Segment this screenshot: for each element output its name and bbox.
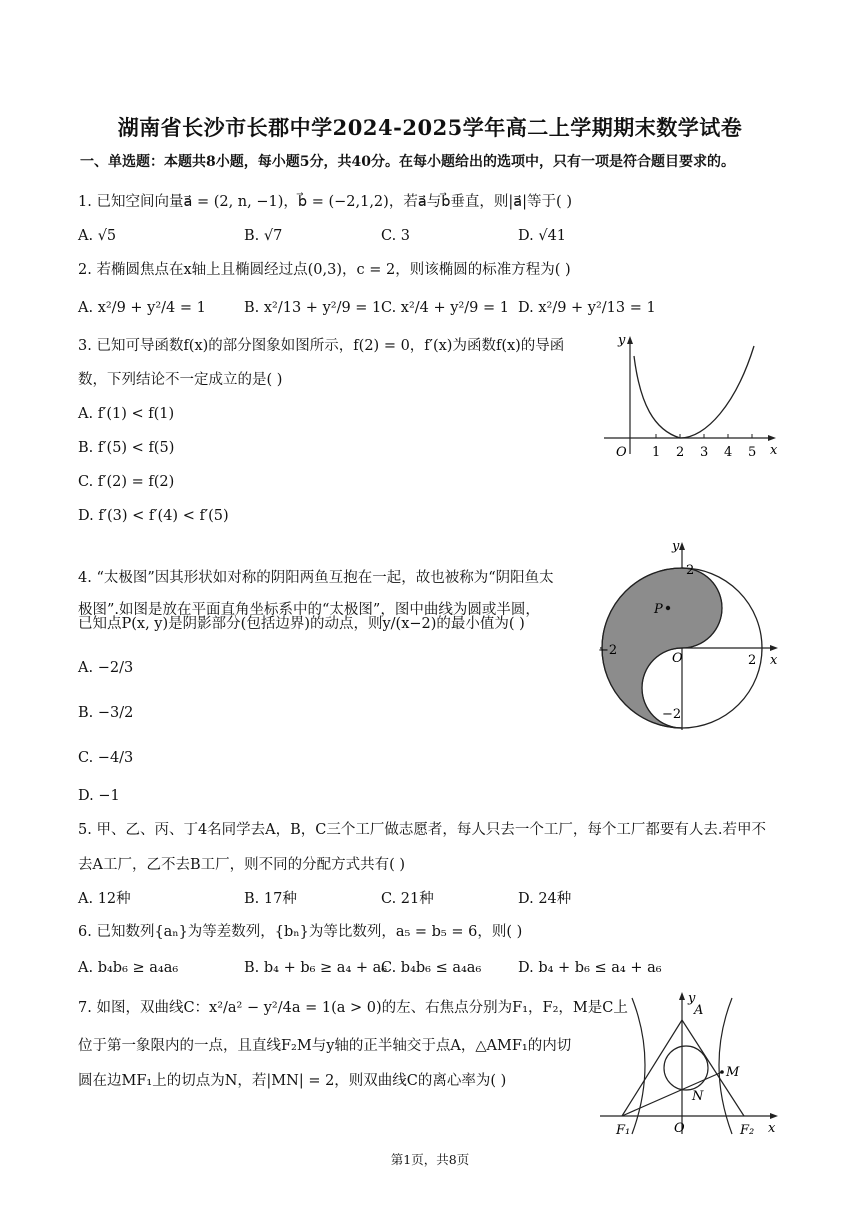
question-3-option-a: A. f′(1) < f(1): [78, 406, 175, 422]
question-2-stem: 2. 若椭圆焦点在x轴上且椭圆经过点(0,3)，c = 2，则该椭圆的标准方程为( ): [78, 262, 571, 278]
q7-label-n: N: [692, 1089, 704, 1104]
question-1-option-d: D. √41: [518, 228, 567, 244]
q4-right-label: 2: [748, 653, 757, 668]
question-6-option-d: D. b₄ + b₆ ≤ a₄ + a₆: [518, 960, 662, 976]
question-7-graph: [596, 988, 786, 1138]
page-title: 湖南省长沙市长郡中学2024-2025学年高二上学期期末数学试卷: [117, 115, 743, 140]
question-4-graph: [596, 538, 786, 734]
q3-tick-3: 3: [700, 445, 709, 460]
question-4-option-c: C. −4/3: [78, 750, 134, 766]
q7-label-f2: F₂: [740, 1123, 755, 1138]
question-5-option-c: C. 21种: [381, 891, 434, 907]
question-1-option-b: B. √7: [244, 228, 283, 244]
question-4-option-d: D. −1: [78, 788, 120, 804]
question-4-option-a: A. −2/3: [78, 660, 134, 676]
q3-tick-1: 1: [652, 445, 661, 460]
question-5-stem-line1: 5. 甲、乙、丙、丁4名同学去A，B，C三个工厂做志愿者，每人只去一个工厂，每个工厂都要有人去.若甲不: [78, 822, 766, 838]
question-6-option-b: B. b₄ + b₆ ≥ a₄ + a₆: [244, 960, 388, 976]
q3-origin: O: [616, 445, 627, 460]
q4-y-label: y: [672, 539, 680, 554]
question-3-option-b: B. f′(5) < f(5): [78, 440, 175, 456]
q3-y-label: y: [618, 334, 626, 348]
question-3-stem-line1: 3. 已知可导函数f(x)的部分图象如图所示，f(2) = 0，f′(x)为函数f(x)的导函: [78, 338, 565, 354]
question-5-option-b: B. 17种: [244, 891, 297, 907]
question-5-option-d: D. 24种: [518, 891, 572, 907]
question-4-stem-line1: 4. “太极图”因其形状如对称的阴阳两鱼互抱在一起，故也被称为“阴阳鱼太: [78, 570, 554, 586]
question-3-stem-line2: 数，下列结论不一定成立的是( ): [78, 372, 283, 388]
question-2-option-b: B. x²/13 + y²/9 = 1: [244, 300, 382, 316]
question-1-stem: 1. 已知空间向量a⃗ = (2, n, −1)，b⃗ = (−2,1,2)，若a⃗与b⃗垂直，则|a⃗|等于( ): [78, 194, 572, 210]
q4-bottom-label: −2: [662, 707, 682, 722]
question-4-option-b: B. −3/2: [78, 705, 134, 721]
q4-x-label: x: [770, 653, 778, 668]
question-1-option-a: A. √5: [78, 228, 117, 244]
q3-x-label: x: [770, 443, 778, 458]
q3-tick-4: 4: [724, 445, 733, 460]
question-6-stem: 6. 已知数列{aₙ}为等差数列，{bₙ}为等比数列，a₅ = b₅ = 6，则( ): [78, 924, 523, 940]
question-6-option-a: A. b₄b₆ ≥ a₄a₆: [78, 960, 179, 976]
q4-point-p: P: [654, 602, 663, 617]
question-2-option-d: D. x²/9 + y²/13 = 1: [518, 300, 656, 316]
q3-tick-2: 2: [676, 445, 685, 460]
q7-x-label: x: [768, 1121, 776, 1136]
question-3-option-c: C. f′(2) = f(2): [78, 474, 175, 490]
q7-label-a: A: [694, 1003, 704, 1018]
q7-y-label: y: [688, 991, 696, 1006]
q7-label-m: M: [726, 1065, 740, 1080]
q4-origin: O: [672, 651, 683, 666]
question-7-stem-line2: 位于第一象限内的一点，且直线F₂M与y轴的正半轴交于点A，△AMF₁的内切: [78, 1038, 572, 1054]
question-3-graph: [596, 334, 786, 464]
q7-origin: O: [674, 1121, 685, 1136]
question-1-option-c: C. 3: [381, 228, 411, 244]
question-5-option-a: A. 12种: [78, 891, 131, 907]
question-6-option-c: C. b₄b₆ ≤ a₄a₆: [381, 960, 482, 976]
section-heading: 一、单选题：本题共8小题，每小题5分，共40分。在每小题给出的选项中，只有一项是符合题目要求的。: [80, 154, 735, 170]
page-footer: 第1页，共8页: [390, 1152, 470, 1167]
question-4-stem-line2: 极图”.如图是放在平面直角坐标系中的“太极图”，图中曲线为圆或半圆，: [78, 602, 540, 618]
question-7-stem-line3: 圆在边MF₁上的切点为N，若|MN| = 2，则双曲线C的离心率为( ): [78, 1073, 507, 1089]
question-4-stem-line3: 已知点P(x, y)是阴影部分(包括边界)的动点，则y/(x−2)的最小值为( ): [78, 616, 525, 632]
question-5-stem-line2: 去A工厂，乙不去B工厂，则不同的分配方式共有( ): [78, 857, 406, 873]
q7-label-f1: F₁: [616, 1123, 631, 1138]
q4-left-label: −2: [598, 643, 618, 658]
q3-tick-5: 5: [748, 445, 757, 460]
question-7-stem-line1: 7. 如图，双曲线C：x²/a² − y²/4a = 1(a > 0)的左、右焦点分别为F₁，F₂，M是C上: [78, 1000, 628, 1016]
question-2-option-c: C. x²/4 + y²/9 = 1: [381, 300, 509, 316]
question-3-option-d: D. f′(3) < f′(4) < f′(5): [78, 508, 229, 524]
q4-top-label: 2: [686, 563, 695, 578]
question-2-option-a: A. x²/9 + y²/4 = 1: [78, 300, 206, 316]
